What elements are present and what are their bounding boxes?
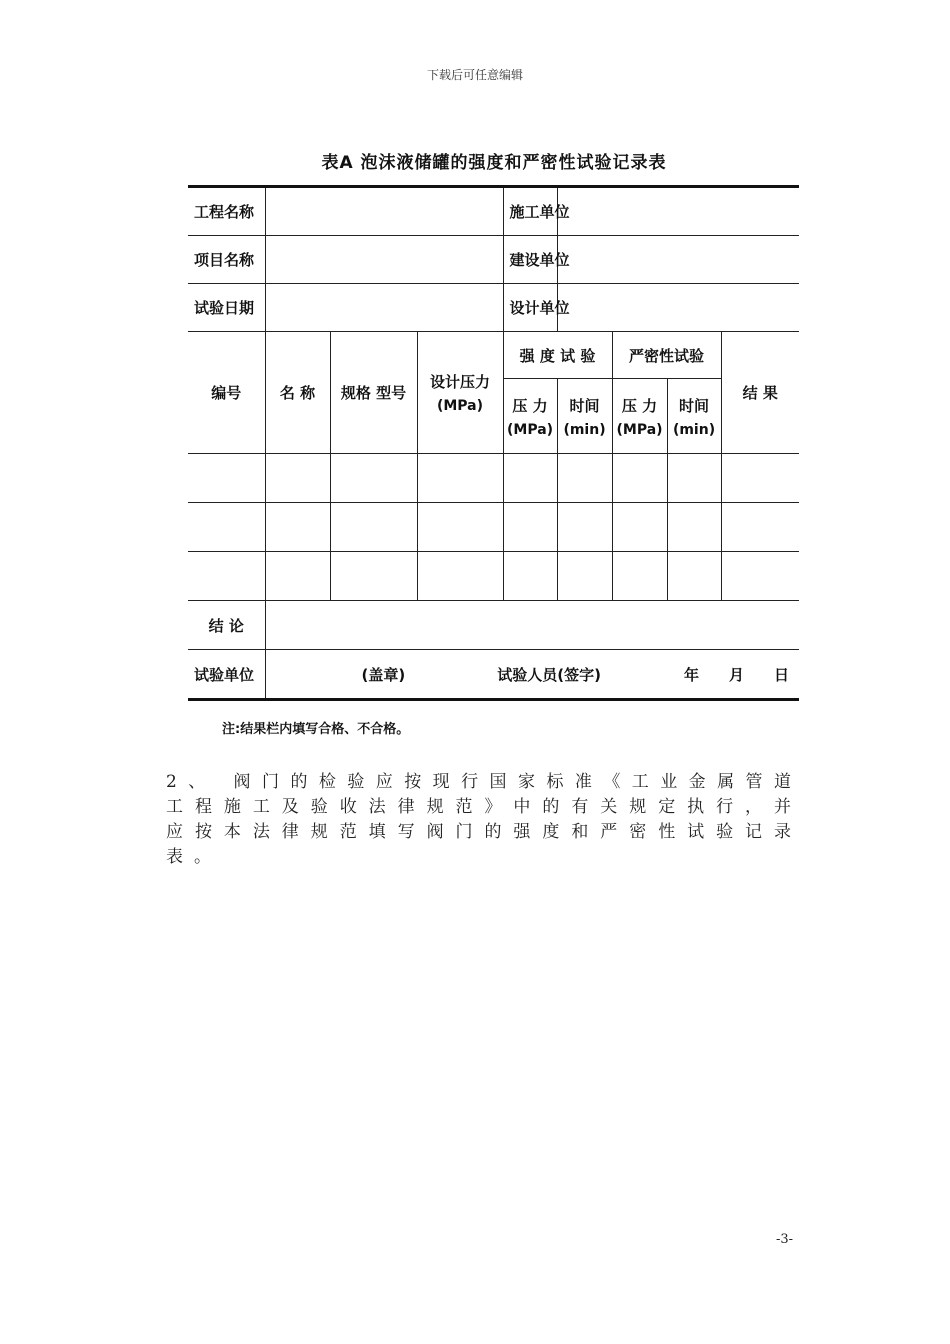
table-cell[interactable] xyxy=(188,552,265,601)
construction-unit-label: 施工单位 xyxy=(503,187,557,236)
tightness-test-header: 严密性试验 xyxy=(612,332,721,379)
strength-time-label: 时间 xyxy=(569,396,600,415)
info-row-project xyxy=(188,187,799,236)
strength-pressure-unit: (MPa) xyxy=(506,421,554,438)
table-cell[interactable] xyxy=(721,454,799,503)
header-row-1 xyxy=(188,332,799,379)
signature-field[interactable] xyxy=(265,650,799,700)
test-record-form xyxy=(188,185,799,701)
construction-unit-field[interactable] xyxy=(557,187,799,236)
table-title: 表A 泡沫液储罐的强度和严密性试验记录表 xyxy=(321,153,667,173)
table-cell[interactable] xyxy=(557,552,612,601)
table-cell[interactable] xyxy=(330,552,417,601)
signature-line xyxy=(266,664,800,685)
strength-time-header xyxy=(557,379,612,454)
table-cell[interactable] xyxy=(188,454,265,503)
month-label: 月 xyxy=(728,665,744,684)
col-design-pressure-header xyxy=(417,332,503,454)
table-row xyxy=(188,454,799,503)
day-label: 日 xyxy=(774,665,790,684)
conclusion-row xyxy=(188,601,799,650)
table-row xyxy=(188,552,799,601)
info-row-date xyxy=(188,284,799,332)
page-number: -3- xyxy=(776,1232,794,1247)
table-cell[interactable] xyxy=(188,503,265,552)
project-name-field[interactable] xyxy=(265,187,503,236)
table-cell[interactable] xyxy=(721,552,799,601)
col-name-header: 名 称 xyxy=(265,332,330,454)
table-cell[interactable] xyxy=(503,454,557,503)
strength-pressure-label: 压 力 xyxy=(512,396,548,415)
col-result-header: 结 果 xyxy=(721,332,799,454)
strength-pressure-header xyxy=(503,379,557,454)
table-cell[interactable] xyxy=(503,503,557,552)
tightness-pressure-label: 压 力 xyxy=(621,396,658,415)
col-number-header: 编号 xyxy=(188,332,265,454)
test-date-field[interactable] xyxy=(265,284,503,332)
table-cell[interactable] xyxy=(417,552,503,601)
table-cell[interactable] xyxy=(557,503,612,552)
table-cell[interactable] xyxy=(667,552,721,601)
strength-test-header: 强 度 试 验 xyxy=(503,332,612,379)
owner-unit-field[interactable] xyxy=(557,236,799,284)
table-cell[interactable] xyxy=(557,454,612,503)
table-cell[interactable] xyxy=(667,454,721,503)
test-date-label: 试验日期 xyxy=(188,284,265,332)
table-cell[interactable] xyxy=(612,503,667,552)
table-cell[interactable] xyxy=(265,552,330,601)
tightness-pressure-header xyxy=(612,379,667,454)
col-spec-header: 规格 型号 xyxy=(330,332,417,454)
year-label: 年 xyxy=(683,665,699,684)
table-cell[interactable] xyxy=(721,503,799,552)
test-record-table xyxy=(188,185,799,701)
owner-unit-label: 建设单位 xyxy=(503,236,557,284)
table-cell[interactable] xyxy=(417,454,503,503)
table-cell[interactable] xyxy=(612,454,667,503)
tester-signature-label: 试验人员(签字) xyxy=(497,665,601,684)
test-unit-label: 试验单位 xyxy=(188,650,265,700)
table-row xyxy=(188,503,799,552)
table-note: 注:结果栏内填写合格、不合格。 xyxy=(222,722,410,737)
table-cell[interactable] xyxy=(330,503,417,552)
design-pressure-label: 设计压力 xyxy=(430,373,491,391)
tightness-time-unit: (min) xyxy=(672,421,716,438)
info-row-item xyxy=(188,236,799,284)
header-note: 下载后可任意编辑 xyxy=(426,68,523,82)
item-name-label: 项目名称 xyxy=(188,236,265,284)
design-unit-field[interactable] xyxy=(557,284,799,332)
table-cell[interactable] xyxy=(417,503,503,552)
design-unit-label: 设计单位 xyxy=(503,284,557,332)
project-name-label: 工程名称 xyxy=(188,187,265,236)
tightness-pressure-unit: (MPa) xyxy=(616,421,663,438)
table-cell[interactable] xyxy=(612,552,667,601)
table-cell[interactable] xyxy=(503,552,557,601)
body-paragraph: 2、 阀门的检验应按现行国家标准《工业金属管道工程施工及验收法律规范》中的有关规定执行，并应按本法律规范填写阀门的强度和严密性试验记录表。 xyxy=(166,772,802,867)
item-name-field[interactable] xyxy=(265,236,503,284)
conclusion-field[interactable] xyxy=(265,601,799,650)
table-cell[interactable] xyxy=(330,454,417,503)
tightness-time-label: 时间 xyxy=(679,396,710,415)
stamp-label: (盖章) xyxy=(361,665,406,684)
design-pressure-unit: (MPa) xyxy=(436,398,484,414)
signature-row xyxy=(188,650,799,700)
table-cell[interactable] xyxy=(265,503,330,552)
tightness-time-header xyxy=(667,379,721,454)
table-cell[interactable] xyxy=(667,503,721,552)
table-cell[interactable] xyxy=(265,454,330,503)
conclusion-label: 结 论 xyxy=(188,601,265,650)
strength-time-unit: (min) xyxy=(563,421,606,438)
